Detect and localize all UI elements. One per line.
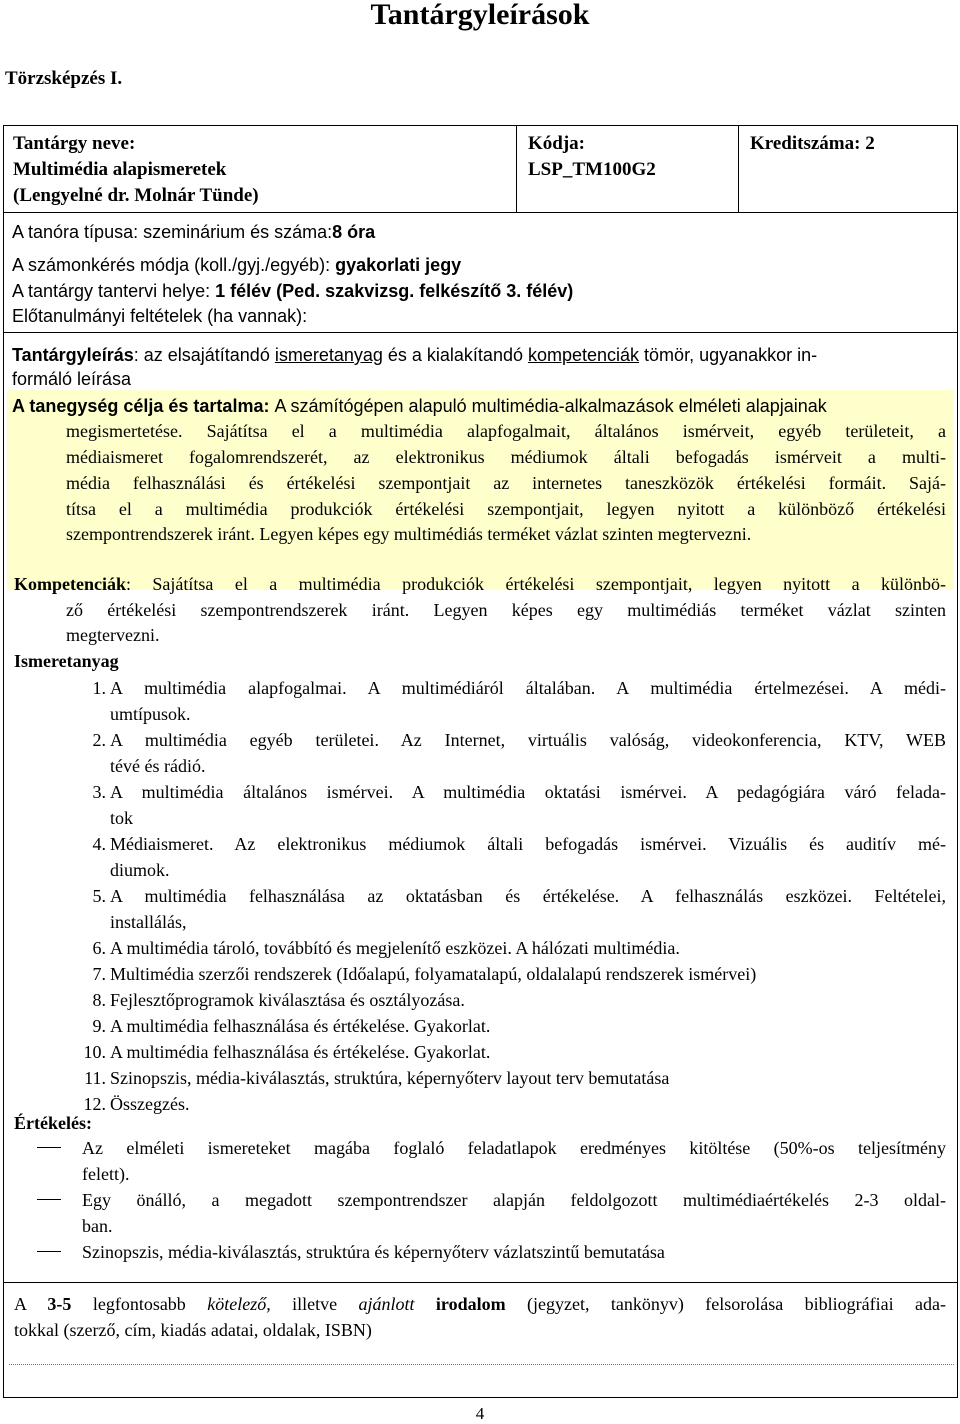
class-type-row: A tanóra típusa: szeminárium és száma:8 óra — [12, 222, 376, 242]
evaluation-list — [82, 1135, 946, 1265]
goal-line3: médiaismeret fogalomrendszerét, az elektronikus médiumok általi befogadás ismérveit a multi- — [66, 447, 946, 467]
syllabus-item-number: 1. — [92, 678, 106, 698]
evaluation-item — [82, 1187, 946, 1239]
course-code-label: Kódja: — [528, 133, 585, 154]
syllabus-item — [84, 1065, 946, 1091]
page-number: 4 — [475, 1404, 485, 1423]
syllabus-item — [92, 1013, 946, 1039]
syllabus-item-number: 2. — [92, 730, 106, 750]
section-subtitle: Törzsképzés I. — [5, 68, 123, 89]
syllabus-item-text: A multimédia felhasználása és értékelése. Gyakorlat. — [110, 1016, 491, 1036]
assessment-row: A számonkérés módja (koll./gyj./egyéb): gyakorlati jegy — [12, 255, 462, 275]
syllabus-item-number: 6. — [92, 938, 106, 958]
course-code: LSP_TM100G2 — [528, 159, 656, 180]
syllabus-item — [92, 727, 946, 779]
literature-inner-line — [9, 1364, 954, 1365]
course-name-block — [13, 131, 259, 209]
syllabus-item-text: Multimédia szerzői rendszerek (Időalapú, folyamatalapú, oldalalapú rendszerek ismérvei) — [110, 964, 757, 984]
syllabus-item — [92, 831, 946, 883]
syllabus-item-text: A multimédia egyéb területei. Az Internet, virtuális valóság, videokonferencia, KTV, WEB — [110, 730, 946, 750]
syllabus-item — [92, 883, 946, 935]
syllabus-item — [92, 961, 946, 987]
evaluation-item-text: Egy önálló, a megadott szempontrendszer alapján feldolgozott multimédiaértékelés 2-3 oldal- — [82, 1190, 946, 1210]
dash-bullet-icon — [37, 1251, 61, 1252]
literature-line2: tokkal (szerző, cím, kiadás adatai, oldalak, ISBN) — [14, 1320, 372, 1340]
syllabus-item-text: Médiaismeret. Az elektronikus médiumok általi befogadás ismérvei. Vizuális és auditív mé- — [110, 834, 946, 854]
syllabus-item-text-cont: diumok. — [110, 860, 170, 880]
syllabus-item-number: 5. — [92, 886, 106, 906]
goal-label: A tanegység célja és tartalma: — [12, 396, 270, 416]
syllabus-item-text: A multimédia tároló, továbbító és megjelenítő eszközei. A hálózati multimédia. — [110, 938, 680, 958]
syllabus-label: Ismeretanyag — [14, 651, 119, 671]
syllabus-item-number: 9. — [92, 1016, 106, 1036]
evaluation-item — [82, 1239, 946, 1265]
competencies-link: kompetenciák — [527, 345, 640, 365]
syllabus-item-text-cont: umtípusok. — [110, 704, 191, 724]
goal-line1: A tanegység célja és tartalma: A számítógépen alapuló multimédia-alkalmazások elméleti alapjainak — [12, 396, 827, 416]
goal-line2: megismertetése. Sajátítsa el a multimédia alapfogalmait, általános ismérveit, egyéb területeit, a — [66, 421, 946, 441]
syllabus-item-number: 4. — [92, 834, 106, 854]
course-code-block — [528, 131, 656, 183]
syllabus-item-number: 12. — [83, 1094, 106, 1114]
evaluation-item-text-cont: felett). — [82, 1164, 130, 1184]
course-credit: Kreditszáma: 2 — [750, 133, 875, 154]
syllabus-item-number: 7. — [92, 964, 106, 984]
course-lecturer: (Lengyelné dr. Molnár Tünde) — [13, 185, 259, 206]
syllabus-list — [83, 675, 946, 1117]
competencies-line3: megtervezni. — [66, 625, 160, 645]
curriculum-position-row: A tantárgy tantervi helye: 1 félév (Ped. szakvizsg. felkészítő 3. félév) — [12, 281, 574, 301]
syllabus-item-text: Fejlesztőprogramok kiválasztása és osztályozása. — [110, 990, 465, 1010]
evaluation-item-text: Szinopszis, média-kiválasztás, struktúra és képernyőterv vázlatszintű bemutatása — [82, 1242, 665, 1262]
literature-text — [14, 1291, 946, 1343]
goal-line6: szempontrendszerek iránt. Legyen képes egy multimédiás terméket vázlat szinten megtervezni. — [66, 524, 752, 544]
dash-bullet-icon — [37, 1147, 61, 1148]
syllabus-item-text: A multimédia felhasználása és értékelése. Gyakorlat. — [110, 1042, 491, 1062]
syllabus-item-text: A multimédia alapfogalmai. A multimédiáról általában. A multimédia értelmezései. A médi- — [110, 678, 946, 698]
syllabus-item — [92, 675, 946, 727]
syllabus-item-number: 3. — [92, 782, 106, 802]
competencies-line1: Kompetenciák: Sajátítsa el a multimédia produkciók értékelési szempontjait, legyen nyitott a különbö- — [14, 574, 946, 594]
assessment-value: gyakorlati jegy — [335, 255, 462, 275]
competencies-label: Kompetenciák — [14, 574, 126, 594]
syllabus-item-text: Szinopszis, média-kiválasztás, struktúra, képernyőterv layout terv bemutatása — [110, 1068, 670, 1088]
evaluation-item — [82, 1135, 946, 1187]
dash-bullet-icon — [37, 1199, 61, 1200]
course-name: Multimédia alapismeretek — [13, 159, 227, 180]
syllabus-item-text: Összegzés. — [110, 1094, 190, 1114]
syllabus-item-text: A multimédia általános ismérvei. A multimédia oktatási ismérvei. A pedagógiára váró felada- — [110, 782, 946, 802]
syllabus-item — [92, 779, 946, 831]
class-type-value: 8 óra — [332, 222, 376, 242]
syllabus-item-text: A multimédia felhasználása az oktatásban és értékelése. A felhasználás eszközei. Feltételei, — [110, 886, 946, 906]
syllabus-item-number: 11. — [84, 1068, 106, 1088]
competencies-line2: ző értékelési szempontrendszerek iránt. Legyen képes egy multimédiás terméket vázlat szinten — [66, 600, 946, 620]
syllabus-item — [83, 1039, 946, 1065]
syllabus-item-text-cont: tévé és rádió. — [110, 756, 206, 776]
knowledge-link: ismeretanyag — [274, 345, 383, 365]
literature-line1: A 3-5 legfontosabb kötelező, illetve ajánlott irodalom (jegyzet, tankönyv) felsorolása bibliográfiai ada- — [14, 1294, 946, 1314]
syllabus-item-text-cont: tok — [110, 808, 134, 828]
description-intro-line2: formáló leírása — [12, 369, 132, 389]
syllabus-item-number: 10. — [83, 1042, 106, 1062]
evaluation-item-text-cont: ban. — [82, 1216, 113, 1236]
course-name-label: Tantárgy neve: — [13, 133, 136, 154]
evaluation-item-text: Az elméleti ismereteket magába foglaló feladatlapok eredményes kitöltése (50%-os teljesítmény — [82, 1138, 946, 1158]
syllabus-item — [92, 935, 946, 961]
syllabus-item — [92, 987, 946, 1013]
goal-line4: média felhasználási és értékelési szempontjait az internetes taneszközök értékelési formáit. Sajá- — [66, 473, 946, 493]
curriculum-position-value: 1 félév (Ped. szakvizsg. felkészítő 3. félév) — [215, 281, 574, 301]
syllabus-item-number: 8. — [92, 990, 106, 1010]
goal-line5: títsa el a multimédia produkciók értékelési szempontjait, legyen nyitott a különböző értékelési — [66, 499, 946, 519]
syllabus-item-text-cont: installálás, — [110, 912, 187, 932]
evaluation-label: Értékelés: — [14, 1113, 92, 1133]
prerequisites-row: Előtanulmányi feltételek (ha vannak): — [12, 306, 308, 326]
syllabus-item — [83, 1091, 946, 1117]
description-intro: Tantárgyleírás: az elsajátítandó ismeretanyag és a kialakítandó kompetenciák tömör, ugyanakkor in- — [12, 345, 818, 365]
page-title: Tantárgyleírások — [370, 0, 590, 31]
